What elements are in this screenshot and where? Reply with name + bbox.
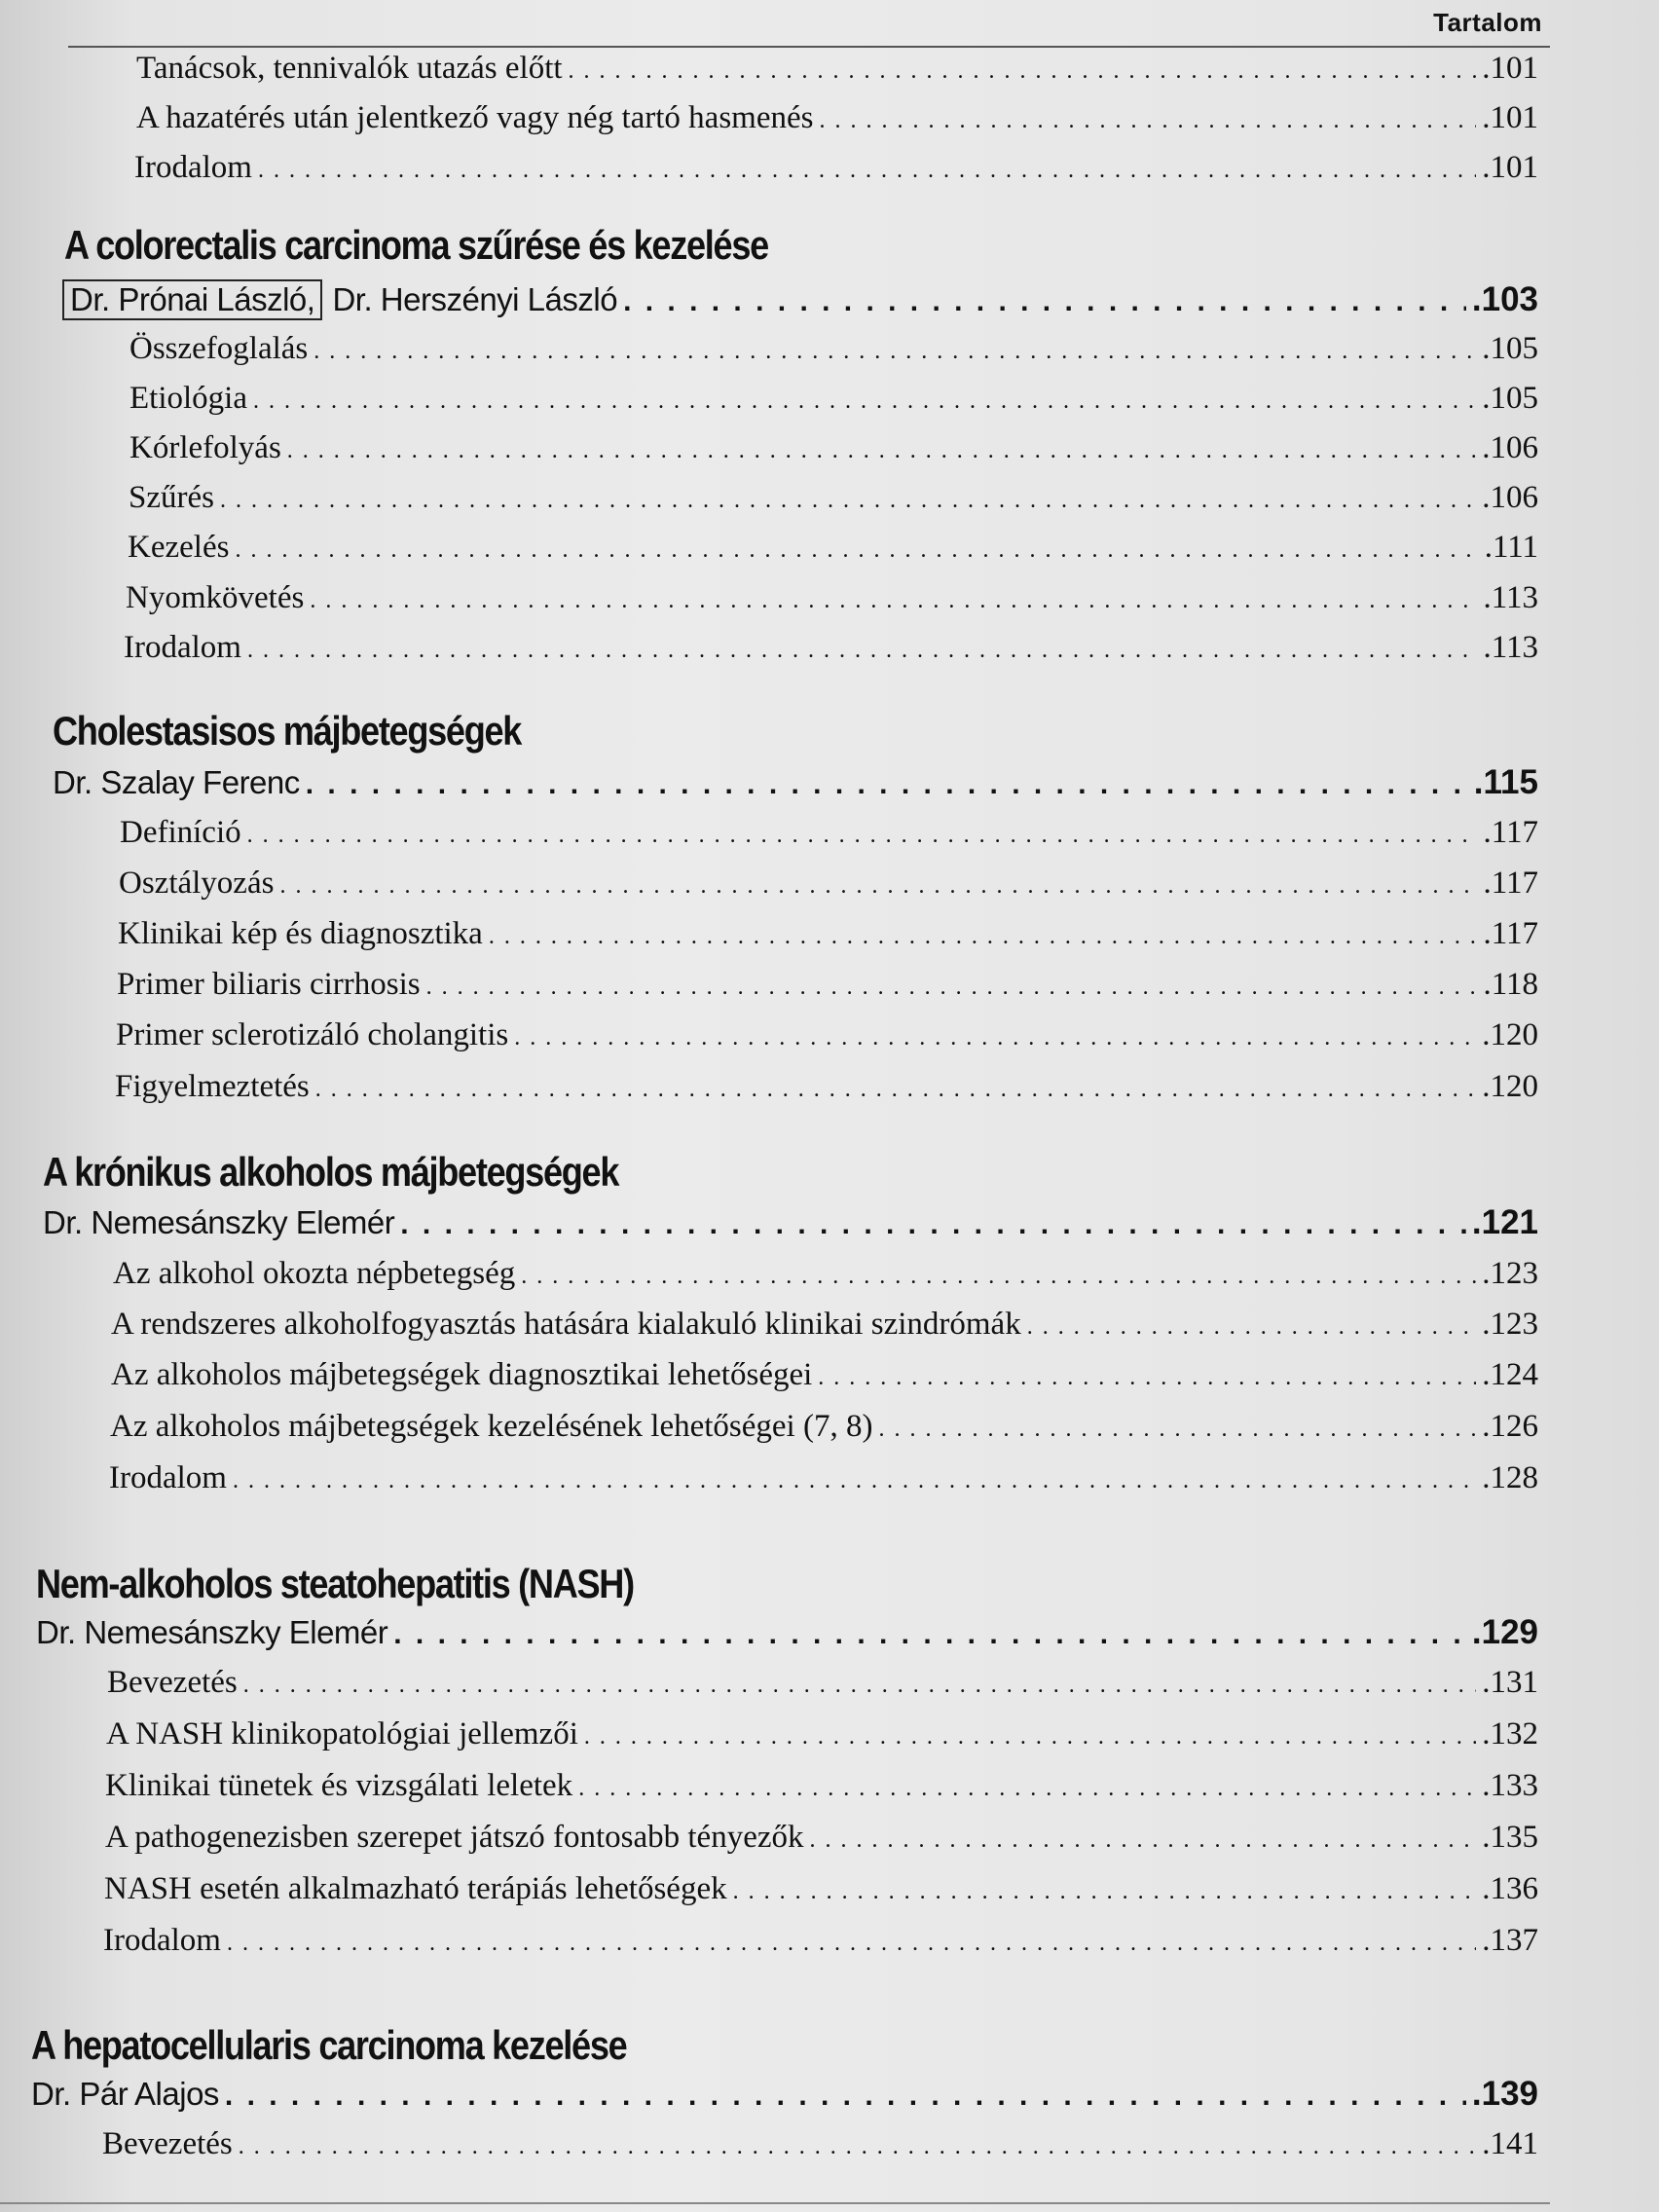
page-number: .101 [1482,100,1538,135]
entry-label: A NASH klinikopatológiai jellemzői [106,1716,578,1751]
toc-entry[interactable] [109,1460,1538,1509]
author-name: Dr. Nemesánszky Elemér [43,1204,395,1240]
leader-dots [247,638,1478,664]
toc-entry[interactable] [111,1307,1538,1355]
page-number: .101 [1482,51,1538,86]
entry-label: Osztályozás [119,866,275,901]
leader-dots [623,285,1466,318]
author-name: Dr. Herszényi László [332,281,618,317]
footer-rule [0,2202,1550,2204]
chapter-title[interactable]: A hepatocellularis carcinoma kezelése [31,2022,627,2068]
page-number: .101 [1482,150,1538,185]
toc-entry[interactable] [113,1256,1538,1305]
toc-entry[interactable] [128,530,1538,578]
chapter-title[interactable]: A colorectalis carcinoma szűrése és kezelése [64,222,768,268]
leader-dots [521,1264,1476,1290]
entry-label: Klinikai tünetek és vizsgálati leletek [105,1768,573,1803]
author-name-boxed: Dr. Prónai László, [62,279,322,320]
entry-label: Az alkoholos májbetegségek kezelésének lehetőségei (7, 8) [110,1409,873,1444]
leader-dots [247,823,1478,849]
page-number: .113 [1483,580,1538,615]
leader-dots [239,2134,1476,2160]
page-number: .111 [1484,530,1538,565]
toc-entry[interactable] [129,430,1538,479]
author-name: Dr. Pár Alajos [31,2076,219,2112]
entry-label: A rendszeres alkoholfogyasztás hatására kialakuló klinikai szindrómák [111,1307,1021,1342]
page-number: .118 [1483,967,1538,1002]
chapter-title[interactable]: A krónikus alkoholos májbetegségek [43,1149,619,1195]
toc-entry[interactable] [104,1871,1538,1920]
toc-entry[interactable] [116,1017,1538,1066]
leader-dots [733,1879,1477,1905]
toc-entry[interactable] [129,480,1538,529]
entry-label: Etiológia [129,381,247,416]
entry-label: NASH esetén alkalmazható terápiás lehetőségek [104,1871,727,1906]
chapter-title[interactable]: Cholestasisos májbetegségek [53,708,522,754]
leader-dots [315,1077,1476,1103]
page-number: .105 [1482,381,1538,416]
page-number: .131 [1482,1665,1538,1700]
toc-entry[interactable] [111,1357,1538,1406]
leader-dots [818,1365,1476,1391]
entry-label: Primer biliaris cirrhosis [117,967,421,1002]
entry-label: Kezelés [128,530,230,565]
toc-entry[interactable] [126,580,1538,629]
author-name: Dr. Nemesánszky Elemér [36,1614,388,1650]
page-number: .126 [1482,1409,1538,1444]
toc-entry[interactable] [134,150,1538,199]
page-number: .120 [1482,1069,1538,1104]
entry-label: Kórlefolyás [129,430,281,465]
toc-entry[interactable] [118,916,1538,965]
entry-label: A hazatérés után jelentkező vagy nég tartó hasmenés [136,100,814,135]
page-number: .141 [1482,2126,1538,2161]
entry-label: Összefoglalás [129,331,309,366]
toc-entry[interactable] [102,2126,1538,2175]
toc-entry[interactable] [124,630,1538,679]
leader-dots [514,1025,1476,1051]
page-number: .106 [1482,480,1538,515]
toc-entry[interactable] [107,1665,1538,1714]
author-row[interactable] [43,1203,1538,1252]
entry-label: Irodalom [109,1460,227,1495]
leader-dots [233,1468,1476,1494]
running-head: Tartalom [1433,8,1542,37]
leader-dots [393,1618,1466,1651]
chapter-title[interactable]: Nem-alkoholos steatohepatitis (NASH) [36,1561,634,1606]
leader-dots [227,1931,1476,1957]
leader-dots [819,108,1476,134]
page-number: .133 [1482,1768,1538,1803]
toc-entry[interactable] [136,100,1538,149]
entry-label: Bevezetés [102,2126,233,2161]
page-number: .135 [1482,1820,1538,1855]
toc-entry[interactable] [117,967,1538,1015]
page-number: .132 [1482,1716,1538,1751]
entry-label: Primer sclerotizáló cholangitis [116,1017,509,1052]
page-number: .129 [1471,1613,1538,1651]
leader-dots [253,388,1476,415]
toc-entry[interactable] [129,381,1538,429]
toc-entry[interactable] [105,1768,1538,1817]
leader-dots [220,488,1476,514]
leader-dots [306,768,1468,801]
leader-dots [489,924,1478,950]
entry-label: Szűrés [129,480,214,515]
toc-entry[interactable] [119,866,1538,914]
entry-label: Az alkohol okozta népbetegség [113,1256,516,1291]
page-number: .115 [1473,763,1538,801]
toc-entry[interactable] [106,1716,1538,1765]
page-number: .106 [1482,430,1538,465]
page-number: .105 [1482,331,1538,366]
leader-dots [578,1776,1476,1802]
leader-dots [258,158,1476,184]
page-number: .117 [1483,815,1538,850]
leader-dots [243,1673,1476,1699]
leader-dots [279,873,1477,900]
leader-dots [287,438,1476,464]
entry-label: A pathogenezisben szerepet játszó fontosabb tényezők [105,1820,804,1855]
entry-label: Irodalom [134,150,252,185]
author-row[interactable] [36,1613,1538,1662]
page-number: .120 [1482,1017,1538,1052]
author-row[interactable] [53,763,1538,812]
toc-entry[interactable] [129,331,1538,380]
page-number: .136 [1482,1871,1538,1906]
entry-label: Irodalom [103,1923,221,1958]
leader-dots [1027,1314,1477,1341]
author-row[interactable] [31,2075,1538,2123]
toc-entry[interactable] [115,1069,1538,1118]
entry-label: Definíció [120,815,241,850]
page-number: .139 [1471,2075,1538,2113]
author-name: Dr. Szalay Ferenc [53,764,300,800]
page-number: .121 [1471,1203,1538,1241]
leader-dots [310,588,1477,614]
entry-label: Bevezetés [107,1665,238,1700]
leader-dots [569,58,1477,85]
leader-dots [235,537,1478,564]
page-number: .117 [1483,916,1538,951]
toc-entry[interactable] [103,1923,1538,1972]
page-number: .124 [1482,1357,1538,1392]
page-number: .128 [1482,1460,1538,1495]
page-number: .137 [1482,1923,1538,1958]
toc-entry[interactable] [120,815,1538,864]
entry-label: Figyelmeztetés [115,1069,310,1104]
page-number: .113 [1483,630,1538,665]
leader-dots [225,2080,1466,2113]
author-row[interactable] [62,279,1538,328]
toc-entry[interactable] [136,51,1538,99]
header-rule [68,46,1550,48]
entry-label: Tanácsok, tennivalók utazás előtt [136,51,563,86]
page-number: .103 [1471,280,1538,318]
page-number: .123 [1482,1307,1538,1342]
entry-label: Irodalom [124,630,241,665]
entry-label: Klinikai kép és diagnosztika [118,916,483,951]
page-number: .123 [1482,1256,1538,1291]
toc-entry[interactable] [110,1409,1538,1457]
leader-dots [313,339,1476,365]
leader-dots [584,1724,1476,1751]
leader-dots [878,1417,1476,1443]
leader-dots [400,1208,1466,1241]
leader-dots [426,975,1478,1001]
entry-label: Nyomkövetés [126,580,305,615]
leader-dots [810,1827,1477,1854]
entry-label: Az alkoholos májbetegségek diagnosztikai lehetőségei [111,1357,813,1392]
page-number: .117 [1483,866,1538,901]
toc-entry[interactable] [105,1820,1538,1868]
